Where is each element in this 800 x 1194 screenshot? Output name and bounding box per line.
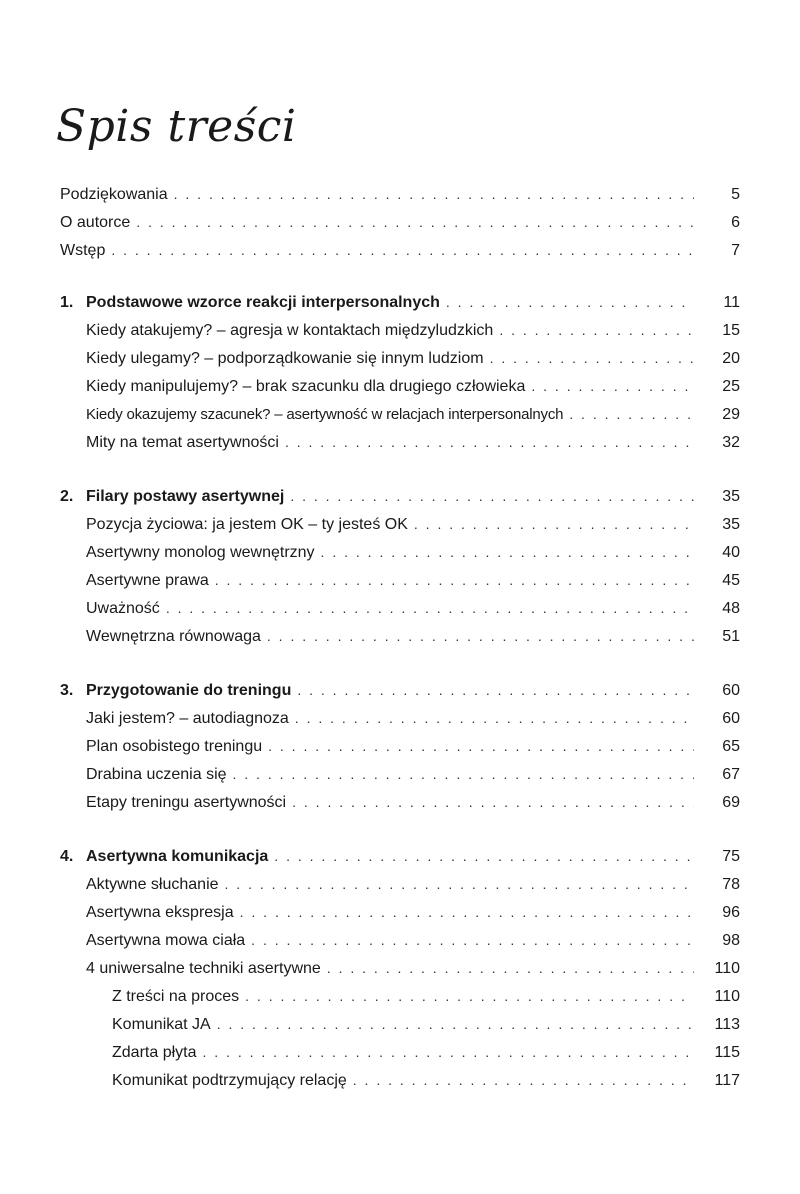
entry-title: Zdarta płyta xyxy=(112,1044,197,1061)
page-number: 110 xyxy=(714,960,740,977)
entry-title: Asertywne prawa xyxy=(86,572,209,589)
entry-title: 4 uniwersalne techniki asertywne xyxy=(86,960,321,977)
dot-leader xyxy=(245,982,694,1010)
spacer xyxy=(60,650,740,676)
entry-title: Z treści na proces xyxy=(112,988,240,1005)
entry-title: Asertywna mowa ciała xyxy=(86,932,246,949)
toc-subentry[interactable] xyxy=(60,982,740,1010)
page-number: 75 xyxy=(722,848,740,865)
dot-leader xyxy=(531,372,694,400)
toc-chapter-2[interactable] xyxy=(60,482,740,510)
dot-leader xyxy=(569,400,694,428)
dot-leader xyxy=(295,704,694,732)
page-number: 6 xyxy=(731,214,740,231)
entry-title: Etapy treningu asertywności xyxy=(86,794,287,811)
toc-entry[interactable] xyxy=(60,954,740,982)
toc-entry[interactable] xyxy=(60,566,740,594)
page-number: 117 xyxy=(714,1072,740,1089)
entry-title: Plan osobistego treningu xyxy=(86,738,263,755)
dot-leader xyxy=(251,926,694,954)
dot-leader xyxy=(446,288,694,316)
toc-entry[interactable] xyxy=(60,898,740,926)
toc-subentry[interactable] xyxy=(60,1010,740,1038)
dot-leader xyxy=(292,788,694,816)
toc-entry[interactable] xyxy=(60,760,740,788)
page-number: 32 xyxy=(722,434,740,451)
toc-subentry[interactable] xyxy=(60,1038,740,1066)
toc-entry[interactable] xyxy=(60,594,740,622)
entry-title: Mity na temat asertywności xyxy=(86,434,279,451)
dot-leader xyxy=(111,236,694,264)
entry-title: O autorce xyxy=(60,214,131,231)
entry-title: Asertywna ekspresja xyxy=(86,904,234,921)
page-number: 35 xyxy=(722,516,740,533)
dot-leader xyxy=(297,676,694,704)
toc-entry[interactable] xyxy=(60,870,740,898)
toc-entry[interactable] xyxy=(60,704,740,732)
page-title: Spis treści xyxy=(56,101,297,153)
toc-entry[interactable] xyxy=(60,510,740,538)
table-of-contents xyxy=(60,180,740,1094)
dot-leader xyxy=(240,898,694,926)
dot-leader xyxy=(285,428,694,456)
toc-entry[interactable] xyxy=(60,372,740,400)
chapter-title: Asertywna komunikacja xyxy=(86,848,269,865)
dot-leader xyxy=(202,1038,694,1066)
dot-leader xyxy=(353,1066,694,1094)
dot-leader xyxy=(136,208,694,236)
entry-title: Jaki jestem? – autodiagnoza xyxy=(86,710,289,727)
dot-leader xyxy=(267,622,694,650)
chapter-title: Przygotowanie do treningu xyxy=(86,682,292,699)
entry-title: Kiedy okazujemy szacunek? – asertywność w relacjach interpersonalnych xyxy=(86,406,564,423)
toc-entry[interactable] xyxy=(60,428,740,456)
toc-entry[interactable] xyxy=(60,926,740,954)
toc-entry[interactable] xyxy=(60,236,740,264)
dot-leader xyxy=(166,594,694,622)
dot-leader xyxy=(490,344,694,372)
page-number: 45 xyxy=(722,572,740,589)
entry-title: Komunikat podtrzymujący relację xyxy=(112,1072,347,1089)
page-number: 35 xyxy=(722,488,740,505)
dot-leader xyxy=(174,180,694,208)
toc-chapter-3[interactable] xyxy=(60,676,740,704)
entry-title: Kiedy ulegamy? – podporządkowanie się innym ludziom xyxy=(86,350,484,367)
page-number: 51 xyxy=(722,628,740,645)
chapter-title: Filary postawy asertywnej xyxy=(86,488,285,505)
page-number: 40 xyxy=(722,544,740,561)
dot-leader xyxy=(215,566,694,594)
dot-leader xyxy=(217,1010,694,1038)
page-number: 115 xyxy=(714,1044,740,1061)
entry-title: Podziękowania xyxy=(60,186,168,203)
toc-entry[interactable] xyxy=(60,622,740,650)
dot-leader xyxy=(321,538,694,566)
page-number: 20 xyxy=(722,350,740,367)
page-number: 29 xyxy=(722,406,740,423)
toc-chapter-4[interactable] xyxy=(60,842,740,870)
page-number: 11 xyxy=(723,294,740,311)
entry-title: Drabina uczenia się xyxy=(86,766,227,783)
toc-entry[interactable] xyxy=(60,538,740,566)
dot-leader xyxy=(327,954,694,982)
dot-leader xyxy=(233,760,694,788)
page-number: 113 xyxy=(714,1016,740,1033)
toc-entry[interactable] xyxy=(60,208,740,236)
chapter-number: 2. xyxy=(60,488,74,505)
spacer xyxy=(60,816,740,842)
page-number: 69 xyxy=(722,794,740,811)
page-number: 78 xyxy=(722,876,740,893)
dot-leader xyxy=(274,842,694,870)
dot-leader xyxy=(225,870,694,898)
entry-title: Kiedy atakujemy? – agresja w kontaktach międzyludzkich xyxy=(86,322,494,339)
dot-leader xyxy=(290,482,694,510)
chapter-number: 4. xyxy=(60,848,74,865)
dot-leader xyxy=(268,732,694,760)
spacer xyxy=(60,264,740,288)
entry-title: Aktywne słuchanie xyxy=(86,876,219,893)
chapter-number: 1. xyxy=(60,294,74,311)
spacer xyxy=(60,456,740,482)
page-number: 65 xyxy=(722,738,740,755)
toc-entry[interactable] xyxy=(60,788,740,816)
toc-entry[interactable] xyxy=(60,400,740,428)
toc-chapter-1[interactable] xyxy=(60,288,740,316)
entry-title: Wstęp xyxy=(60,242,106,259)
page-number: 67 xyxy=(722,766,740,783)
entry-title: Kiedy manipulujemy? – brak szacunku dla drugiego człowieka xyxy=(86,378,526,395)
entry-title: Komunikat JA xyxy=(112,1016,211,1033)
chapter-title: Podstawowe wzorce reakcji interpersonalnych xyxy=(86,294,440,311)
entry-title: Wewnętrzna równowaga xyxy=(86,628,261,645)
entry-title: Pozycja życiowa: ja jestem OK – ty jesteś OK xyxy=(86,516,408,533)
page-number: 5 xyxy=(731,186,740,203)
entry-title: Uważność xyxy=(86,600,160,617)
toc-entry[interactable] xyxy=(60,316,740,344)
dot-leader xyxy=(499,316,694,344)
page-number: 60 xyxy=(722,682,740,699)
page-number: 60 xyxy=(722,710,740,727)
chapter-number: 3. xyxy=(60,682,74,699)
entry-title: Asertywny monolog wewnętrzny xyxy=(86,544,315,561)
page-number: 48 xyxy=(722,600,740,617)
page-number: 25 xyxy=(722,378,740,395)
dot-leader xyxy=(414,510,694,538)
page-number: 15 xyxy=(722,322,740,339)
toc-entry[interactable] xyxy=(60,732,740,760)
toc-entry[interactable] xyxy=(60,344,740,372)
toc-subentry[interactable] xyxy=(60,1066,740,1094)
page-number: 98 xyxy=(722,932,740,949)
page-number: 7 xyxy=(731,242,740,259)
toc-entry[interactable] xyxy=(60,180,740,208)
page-number: 96 xyxy=(722,904,740,921)
page-number: 110 xyxy=(714,988,740,1005)
